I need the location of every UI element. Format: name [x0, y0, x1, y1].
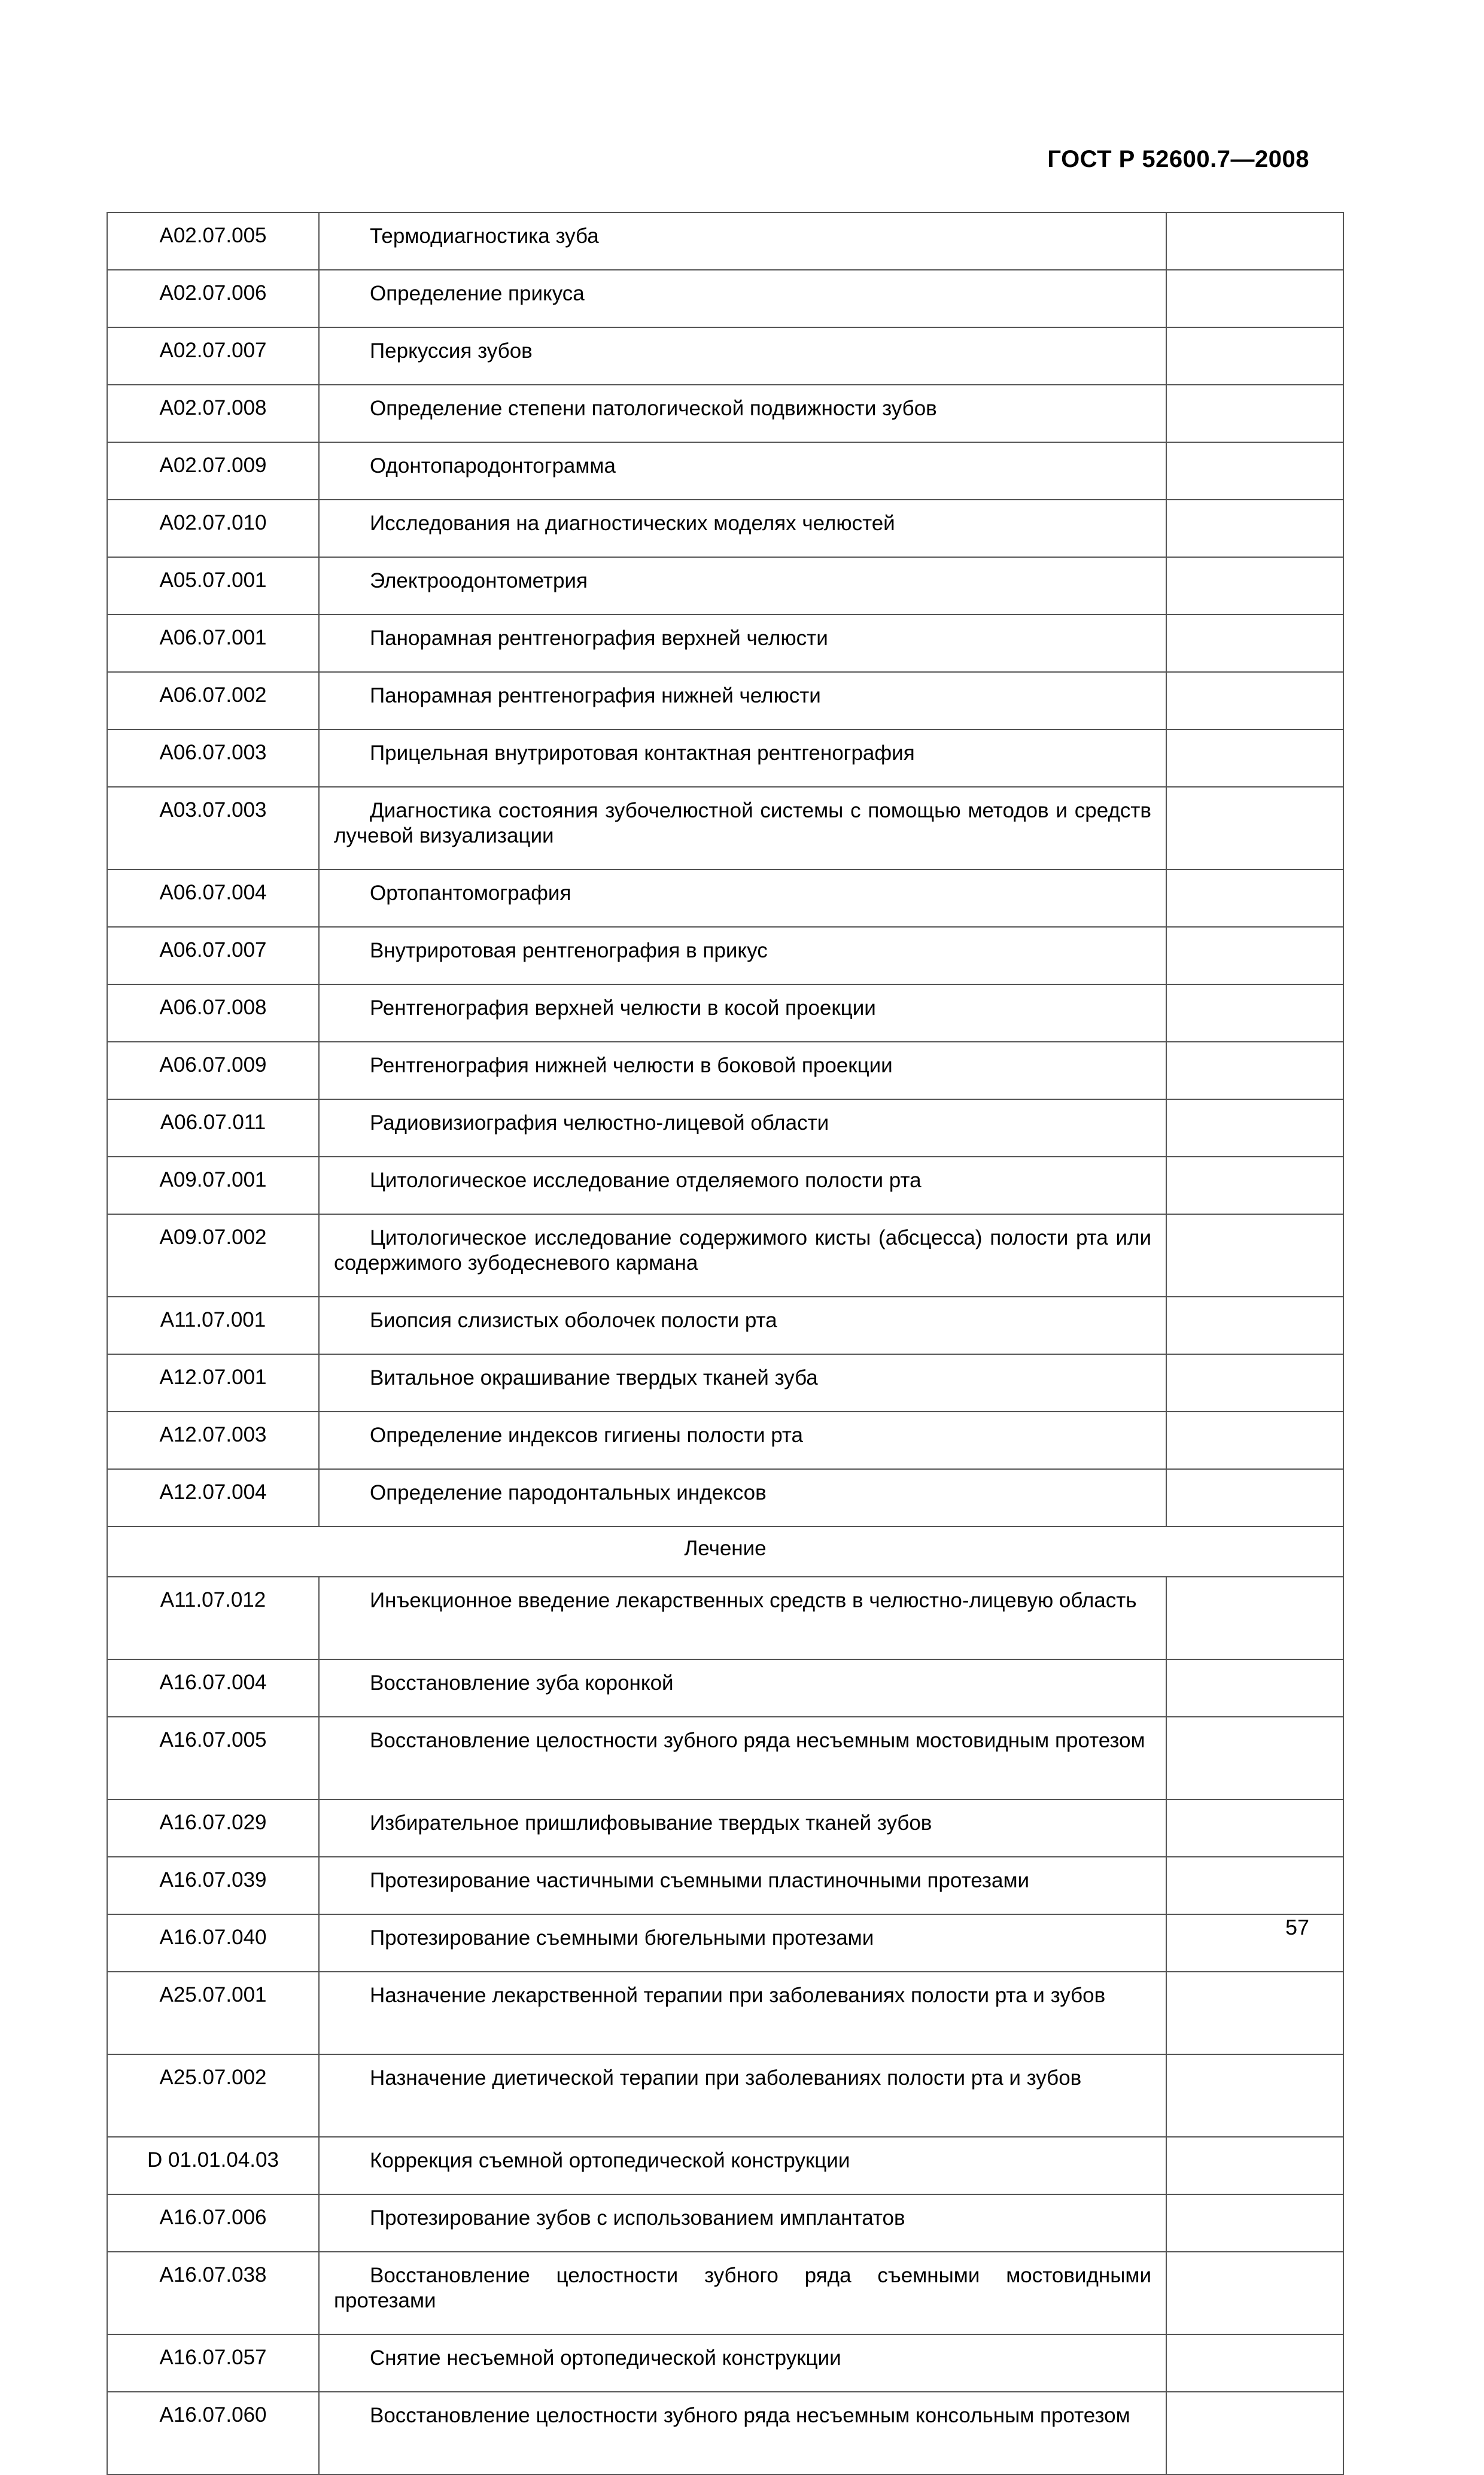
service-name-cell: [319, 2252, 1166, 2334]
table-row: [107, 442, 1343, 500]
table-row: [107, 1297, 1343, 1354]
service-name-cell: [319, 729, 1166, 787]
table-row: [107, 1099, 1343, 1157]
service-name-cell: [319, 1659, 1166, 1717]
empty-cell: [1166, 1297, 1343, 1354]
service-code: A25.07.002: [107, 2054, 319, 2137]
service-name: Определение прикуса: [370, 282, 585, 305]
service-name-cell: [319, 615, 1166, 672]
table-row: [107, 984, 1343, 1042]
empty-cell: [1166, 2392, 1343, 2474]
table-row: [107, 2194, 1343, 2252]
service-name: Диагностика состояния зубочелюстной системы с помощью методов и средств лучевой визуализации: [334, 799, 1151, 847]
empty-cell: [1166, 869, 1343, 927]
service-code: A06.07.004: [107, 869, 319, 927]
service-name: Термодиагностика зуба: [370, 224, 599, 248]
empty-cell: [1166, 1412, 1343, 1469]
table-row: [107, 672, 1343, 729]
empty-cell: [1166, 1857, 1343, 1914]
service-code: A16.07.029: [107, 1799, 319, 1857]
service-name: Внутриротовая рентгенография в прикус: [370, 939, 768, 962]
service-name: Восстановление целостности зубного ряда съемными мостовидными протезами: [334, 2264, 1151, 2312]
service-name-cell: [319, 2137, 1166, 2194]
table-row: [107, 1914, 1343, 1972]
service-code: A16.07.005: [107, 1717, 319, 1799]
empty-cell: [1166, 984, 1343, 1042]
service-name: Ортопантомография: [370, 881, 571, 905]
service-name: Прицельная внутриротовая контактная рентгенография: [370, 741, 915, 765]
service-code: A16.07.060: [107, 2392, 319, 2474]
service-code: A06.07.008: [107, 984, 319, 1042]
service-name: Восстановление зуба коронкой: [370, 1671, 674, 1695]
service-name: Протезирование съемными бюгельными протезами: [370, 1926, 874, 1950]
service-name-cell: [319, 1717, 1166, 1799]
service-code: A25.07.001: [107, 1972, 319, 2054]
service-name: Цитологическое исследование отделяемого полости рта: [370, 1169, 922, 1192]
service-name: Снятие несъемной ортопедической конструкции: [370, 2346, 841, 2370]
table-row: [107, 1857, 1343, 1914]
service-code: A09.07.002: [107, 1214, 319, 1297]
empty-cell: [1166, 1214, 1343, 1297]
table-row: [107, 500, 1343, 557]
table-row: [107, 1972, 1343, 2054]
service-name-cell: [319, 270, 1166, 327]
service-code: A02.07.005: [107, 212, 319, 270]
empty-cell: [1166, 1717, 1343, 1799]
service-name: Исследования на диагностических моделях челюстей: [370, 512, 895, 535]
service-code: A06.07.001: [107, 615, 319, 672]
table-row: [107, 327, 1343, 385]
empty-cell: [1166, 1469, 1343, 1527]
service-name-cell: [319, 327, 1166, 385]
service-name: Перкуссия зубов: [370, 339, 533, 363]
service-name: Одонтопародонтограмма: [370, 454, 616, 478]
service-code: A06.07.007: [107, 927, 319, 984]
service-name: Инъекционное введение лекарственных средств в челюстно-лицевую область: [370, 1589, 1137, 1612]
table-row: [107, 1577, 1343, 1659]
service-code: A02.07.009: [107, 442, 319, 500]
empty-cell: [1166, 212, 1343, 270]
service-name-cell: [319, 1857, 1166, 1914]
empty-cell: [1166, 615, 1343, 672]
empty-cell: [1166, 1659, 1343, 1717]
service-name: Протезирование частичными съемными пластиночными протезами: [370, 1869, 1030, 1892]
service-name-cell: [319, 1042, 1166, 1099]
empty-cell: [1166, 1577, 1343, 1659]
empty-cell: [1166, 927, 1343, 984]
service-name-cell: [319, 1157, 1166, 1214]
service-name-cell: [319, 557, 1166, 615]
service-code: A09.07.001: [107, 1157, 319, 1214]
service-name-cell: [319, 385, 1166, 442]
section-row: [107, 1527, 1343, 1577]
service-name: Рентгенография нижней челюсти в боковой проекции: [370, 1054, 893, 1077]
services-table: [107, 212, 1344, 2475]
table-row: [107, 385, 1343, 442]
service-name-cell: [319, 1354, 1166, 1412]
service-name-cell: [319, 1214, 1166, 1297]
service-name-cell: [319, 1799, 1166, 1857]
empty-cell: [1166, 385, 1343, 442]
service-name-cell: [319, 1412, 1166, 1469]
table-row: [107, 2137, 1343, 2194]
empty-cell: [1166, 672, 1343, 729]
table-row: [107, 1042, 1343, 1099]
table-row: [107, 212, 1343, 270]
table-row: [107, 2334, 1343, 2392]
service-name: Радиовизиография челюстно-лицевой области: [370, 1111, 829, 1135]
table-row: [107, 1469, 1343, 1527]
service-name-cell: [319, 2194, 1166, 2252]
service-code: A06.07.009: [107, 1042, 319, 1099]
table-row: [107, 2054, 1343, 2137]
service-name-cell: [319, 1469, 1166, 1527]
service-name: Восстановление целостности зубного ряда несъемным консольным протезом: [370, 2404, 1130, 2427]
service-name-cell: [319, 1972, 1166, 2054]
service-name: Избирательное пришлифовывание твердых тканей зубов: [370, 1811, 932, 1835]
service-name: Биопсия слизистых оболочек полости рта: [370, 1309, 777, 1332]
empty-cell: [1166, 1099, 1343, 1157]
empty-cell: [1166, 327, 1343, 385]
service-name-cell: [319, 212, 1166, 270]
table-row: [107, 1214, 1343, 1297]
service-name-cell: [319, 2334, 1166, 2392]
service-code: A16.07.057: [107, 2334, 319, 2392]
service-name: Протезирование зубов с использованием имплантатов: [370, 2206, 905, 2230]
service-name-cell: [319, 1297, 1166, 1354]
table-row: [107, 615, 1343, 672]
service-name: Определение пародонтальных индексов: [370, 1481, 767, 1504]
service-code: A16.07.006: [107, 2194, 319, 2252]
service-name: Электроодонтометрия: [370, 569, 588, 592]
service-code: A02.07.008: [107, 385, 319, 442]
empty-cell: [1166, 2252, 1343, 2334]
table-row: [107, 2252, 1343, 2334]
service-name-cell: [319, 2392, 1166, 2474]
table-row: [107, 557, 1343, 615]
empty-cell: [1166, 2054, 1343, 2137]
table-row: [107, 1354, 1343, 1412]
empty-cell: [1166, 1799, 1343, 1857]
service-code: A11.07.001: [107, 1297, 319, 1354]
section-heading: Лечение: [107, 1527, 1343, 1577]
service-code: D 01.01.04.03: [107, 2137, 319, 2194]
service-name-cell: [319, 984, 1166, 1042]
service-name: Коррекция съемной ортопедической конструкции: [370, 2149, 850, 2172]
service-code: A05.07.001: [107, 557, 319, 615]
table-row: [107, 787, 1343, 869]
service-code: A12.07.003: [107, 1412, 319, 1469]
empty-cell: [1166, 729, 1343, 787]
service-name-cell: [319, 442, 1166, 500]
service-name: Панорамная рентгенография верхней челюсти: [370, 627, 828, 650]
document-number: ГОСТ Р 52600.7—2008: [1047, 146, 1309, 172]
service-code: A16.07.039: [107, 1857, 319, 1914]
service-code: A16.07.038: [107, 2252, 319, 2334]
service-name: Цитологическое исследование содержимого кисты (абсцесса) полости рта или содержимого зубодесневого кармана: [334, 1226, 1151, 1275]
service-code: A03.07.003: [107, 787, 319, 869]
empty-cell: [1166, 2194, 1343, 2252]
empty-cell: [1166, 270, 1343, 327]
empty-cell: [1166, 2334, 1343, 2392]
service-name: Определение степени патологической подвижности зубов: [370, 397, 937, 420]
service-name-cell: [319, 1099, 1166, 1157]
empty-cell: [1166, 1157, 1343, 1214]
service-name-cell: [319, 869, 1166, 927]
service-code: A16.07.004: [107, 1659, 319, 1717]
page-number: 57: [1285, 1915, 1309, 1939]
table-row: [107, 927, 1343, 984]
empty-cell: [1166, 2137, 1343, 2194]
service-name-cell: [319, 1577, 1166, 1659]
service-code: A06.07.002: [107, 672, 319, 729]
service-name-cell: [319, 672, 1166, 729]
service-name: Панорамная рентгенография нижней челюсти: [370, 684, 821, 707]
empty-cell: [1166, 1042, 1343, 1099]
service-name-cell: [319, 927, 1166, 984]
service-name: Восстановление целостности зубного ряда несъемным мостовидным протезом: [370, 1729, 1145, 1752]
empty-cell: [1166, 1914, 1343, 1972]
service-name-cell: [319, 1914, 1166, 1972]
table-row: [107, 2392, 1343, 2474]
service-code: A12.07.001: [107, 1354, 319, 1412]
empty-cell: [1166, 787, 1343, 869]
empty-cell: [1166, 442, 1343, 500]
service-name-cell: [319, 2054, 1166, 2137]
empty-cell: [1166, 1972, 1343, 2054]
service-name: Определение индексов гигиены полости рта: [370, 1424, 804, 1447]
service-code: A16.07.040: [107, 1914, 319, 1972]
service-code: A02.07.010: [107, 500, 319, 557]
service-name-cell: [319, 787, 1166, 869]
service-name-cell: [319, 500, 1166, 557]
table-row: [107, 1157, 1343, 1214]
empty-cell: [1166, 557, 1343, 615]
table-row: [107, 270, 1343, 327]
service-code: A02.07.007: [107, 327, 319, 385]
service-code: A06.07.003: [107, 729, 319, 787]
table-row: [107, 729, 1343, 787]
service-name: Рентгенография верхней челюсти в косой проекции: [370, 996, 876, 1020]
table-row: [107, 1412, 1343, 1469]
empty-cell: [1166, 1354, 1343, 1412]
table-row: [107, 1717, 1343, 1799]
service-code: A06.07.011: [107, 1099, 319, 1157]
service-code: A11.07.012: [107, 1577, 319, 1659]
service-code: A12.07.004: [107, 1469, 319, 1527]
service-code: A02.07.006: [107, 270, 319, 327]
empty-cell: [1166, 500, 1343, 557]
services-table-body: [107, 212, 1343, 2474]
service-name: Витальное окрашивание твердых тканей зуба: [370, 1366, 818, 1389]
service-name: Назначение диетической терапии при заболеваниях полости рта и зубов: [370, 2066, 1082, 2090]
table-row: [107, 869, 1343, 927]
table-row: [107, 1799, 1343, 1857]
service-name: Назначение лекарственной терапии при заболеваниях полости рта и зубов: [370, 1984, 1106, 2007]
table-row: [107, 1659, 1343, 1717]
